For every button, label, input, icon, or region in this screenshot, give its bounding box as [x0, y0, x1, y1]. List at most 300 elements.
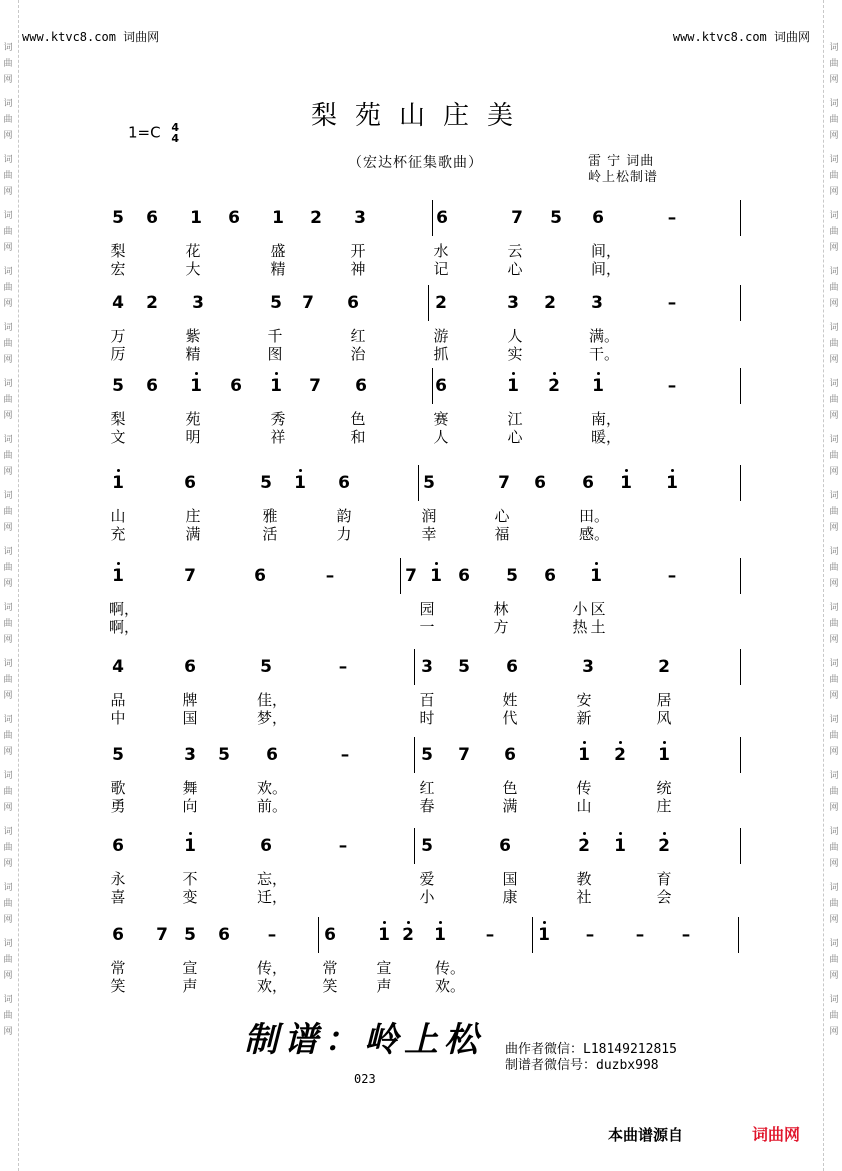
score-note: 2 — [658, 657, 670, 677]
edge-mark-char: 网 — [829, 859, 839, 869]
score-note: 1 — [666, 473, 678, 493]
score-note: 2 — [435, 293, 447, 313]
lyric-v2: 喜 — [110, 888, 126, 906]
lyric-v2: 欢。 — [435, 977, 466, 995]
lyric-v2: 代 — [502, 709, 518, 727]
lyric-v1: 牌 — [182, 691, 198, 709]
edge-mark-char: 词 — [829, 603, 839, 613]
lyric-v2: 暖， — [591, 428, 622, 446]
lyric-v1: 不 — [182, 870, 198, 888]
lyric-v2: 声 — [376, 977, 392, 995]
lyric-v2: 小 — [419, 888, 435, 906]
score-note: 6 — [184, 473, 196, 493]
edge-mark-char: 网 — [3, 635, 13, 645]
edge-mark-char: 曲 — [829, 675, 839, 685]
score-note: 6 — [436, 208, 448, 228]
lyric-v2: 山 — [576, 797, 592, 815]
edge-mark-char: 曲 — [829, 283, 839, 293]
edge-mark-char: 曲 — [3, 283, 13, 293]
barline — [318, 917, 319, 953]
score-note: 3 — [591, 293, 603, 313]
lyric-v2: 记 — [433, 260, 449, 278]
lyric-v1: 国 — [502, 870, 518, 888]
edge-mark-char: 词 — [829, 379, 839, 389]
lyric-v2: 图 — [267, 345, 283, 363]
score-note: 1 — [538, 925, 550, 945]
score-note: – — [635, 925, 645, 945]
lyric-v2: 春 — [419, 797, 435, 815]
lyric-v2: 明 — [185, 428, 201, 446]
lyric-v2: 充 — [110, 525, 126, 543]
edge-mark-char: 曲 — [829, 1011, 839, 1021]
score-note: 6 — [355, 376, 367, 396]
lyric-v2: 勇 — [110, 797, 126, 815]
lyric-v1: 传。 — [435, 959, 466, 977]
score-note: 7 — [405, 566, 417, 586]
score-note: 6 — [582, 473, 594, 493]
score-note: 6 — [499, 836, 511, 856]
edge-mark-char: 词 — [3, 715, 13, 725]
edge-mark-char: 曲 — [3, 115, 13, 125]
edge-mark-char: 词 — [3, 659, 13, 669]
edge-mark-char: 曲 — [3, 171, 13, 181]
edge-mark-char: 曲 — [3, 507, 13, 517]
score-note: 2 — [544, 293, 556, 313]
lyric-v2: 新 — [576, 709, 592, 727]
lyric-v2: 前。 — [257, 797, 288, 815]
score-note: 6 — [112, 836, 124, 856]
score-note: 2 — [578, 836, 590, 856]
score-note: 6 — [506, 657, 518, 677]
score-note: 2 — [146, 293, 158, 313]
lyric-v2: 梦， — [257, 709, 288, 727]
edge-mark-char: 网 — [829, 635, 839, 645]
score-note: 1 — [378, 925, 390, 945]
score-note: 7 — [511, 208, 523, 228]
lyric-v2: 实 — [507, 345, 523, 363]
lyric-v1: 云 — [507, 242, 523, 260]
lyric-v2: 方 — [493, 618, 509, 636]
lyric-v1: 佳， — [257, 691, 288, 709]
lyric-v2: 人 — [433, 428, 449, 446]
edge-mark-char: 词 — [829, 547, 839, 557]
score-note: 1 — [270, 376, 282, 396]
lyric-v2: 宏 — [110, 260, 126, 278]
lyric-v2: 一 — [419, 618, 435, 636]
edge-mark-char: 网 — [3, 691, 13, 701]
edge-mark-char: 曲 — [829, 339, 839, 349]
lyric-v1: 红 — [419, 779, 435, 797]
edge-mark-char: 网 — [3, 299, 13, 309]
score-note: 1 — [434, 925, 446, 945]
edge-mark-char: 网 — [3, 75, 13, 85]
score-note: – — [325, 566, 335, 586]
lyric-v2: 间， — [591, 260, 622, 278]
lyric-v1: 江 — [507, 410, 523, 428]
edge-mark-char: 网 — [3, 1027, 13, 1037]
edge-mark-char: 曲 — [829, 507, 839, 517]
edge-mark-char: 网 — [3, 747, 13, 757]
lyric-v1: 传， — [257, 959, 288, 977]
octave-up-dot — [299, 469, 302, 472]
barline — [428, 285, 429, 321]
edge-mark-char: 曲 — [3, 731, 13, 741]
lyric-v1: 统 — [656, 779, 672, 797]
lyric-v1: 歌 — [110, 779, 126, 797]
lyric-v1: 居 — [656, 691, 672, 709]
score-note: 1 — [614, 836, 626, 856]
edge-mark-char: 词 — [3, 827, 13, 837]
score-note: 6 — [146, 376, 158, 396]
lyric-v1: 韵 — [336, 507, 352, 525]
lyric-v2: 变 — [182, 888, 198, 906]
lyric-v2: 热 — [572, 618, 588, 636]
lyric-v1: 爱 — [419, 870, 435, 888]
lyric-v2: 时 — [419, 709, 435, 727]
score-note: 4 — [112, 293, 124, 313]
barline — [414, 649, 415, 685]
score-note: 5 — [550, 208, 562, 228]
score-note: 6 — [534, 473, 546, 493]
edge-mark-char: 词 — [829, 435, 839, 445]
barline — [740, 368, 741, 404]
edge-mark-char: 词 — [829, 883, 839, 893]
edge-mark-char: 曲 — [829, 227, 839, 237]
edge-mark-char: 词 — [3, 323, 13, 333]
edge-mark-char: 网 — [829, 411, 839, 421]
lyric-v1: 雅 — [262, 507, 278, 525]
lyric-v2: 抓 — [433, 345, 449, 363]
edge-mark-char: 曲 — [829, 843, 839, 853]
lyric-v2: 治 — [350, 345, 366, 363]
source-site-link[interactable]: 词曲网 — [752, 1125, 801, 1144]
score-note: 1 — [294, 473, 306, 493]
octave-up-dot — [625, 469, 628, 472]
edge-mark-char: 网 — [829, 747, 839, 757]
barline — [740, 285, 741, 321]
score-note: 1 — [190, 208, 202, 228]
lyric-v1: 人 — [507, 327, 523, 345]
song-title: 梨苑山庄美 — [310, 101, 531, 131]
score-note: 1 — [620, 473, 632, 493]
lyric-v1: 百 — [419, 691, 435, 709]
lyric-v1: 园 — [419, 600, 435, 618]
edge-mark-char: 网 — [829, 299, 839, 309]
score-note: 6 — [266, 745, 278, 765]
edge-mark-char: 网 — [829, 1027, 839, 1037]
lyric-v2: 大 — [185, 260, 201, 278]
edge-mark-char: 网 — [3, 411, 13, 421]
lyric-v1: 啊， — [109, 600, 140, 618]
edge-mark-char: 网 — [829, 523, 839, 533]
edge-mark-char: 词 — [3, 547, 13, 557]
edge-mark-char: 曲 — [829, 899, 839, 909]
edge-mark-char: 曲 — [3, 843, 13, 853]
score-note: – — [681, 925, 691, 945]
edge-mark-char: 网 — [829, 75, 839, 85]
edge-mark-char: 词 — [3, 267, 13, 277]
edge-mark-char: 词 — [3, 43, 13, 53]
arranger-signature: 制谱：岭上松 — [244, 1020, 484, 1060]
edge-mark-char: 曲 — [3, 59, 13, 69]
score-note: 3 — [582, 657, 594, 677]
barline — [740, 558, 741, 594]
lyric-v1: 满。 — [589, 327, 620, 345]
score-note: 5 — [506, 566, 518, 586]
lyric-v2: 满 — [502, 797, 518, 815]
barline — [740, 828, 741, 864]
lyric-v1: 常 — [322, 959, 338, 977]
lyric-v1: 教 — [576, 870, 592, 888]
barline — [418, 465, 419, 501]
edge-mark-char: 词 — [829, 715, 839, 725]
octave-up-dot — [595, 562, 598, 565]
score-note: 1 — [184, 836, 196, 856]
edge-mark-char: 词 — [3, 603, 13, 613]
arranger-wechat: 制谱者微信号：duzbx998 — [505, 1058, 659, 1073]
score-note: 6 — [230, 376, 242, 396]
lyric-v1: 欢。 — [257, 779, 288, 797]
edge-mark-char: 网 — [3, 579, 13, 589]
lyric-v1: 花 — [185, 242, 201, 260]
score-note: 1 — [507, 376, 519, 396]
edge-mark-char: 曲 — [3, 227, 13, 237]
lyric-v1: 舞 — [182, 779, 198, 797]
score-note: 5 — [184, 925, 196, 945]
lyric-v1: 千 — [267, 327, 283, 345]
edge-mark-char: 词 — [829, 659, 839, 669]
lyric-v1: 盛 — [270, 242, 286, 260]
score-note: 6 — [146, 208, 158, 228]
edge-mark-char: 词 — [829, 43, 839, 53]
score-note: 2 — [310, 208, 322, 228]
lyric-v1: 田。 — [579, 507, 610, 525]
edge-mark-char: 曲 — [829, 59, 839, 69]
octave-up-dot — [439, 921, 442, 924]
score-note: 6 — [184, 657, 196, 677]
lyric-v2: 会 — [656, 888, 672, 906]
octave-up-dot — [275, 372, 278, 375]
score-note: 5 — [260, 473, 272, 493]
lyric-v1: 水 — [433, 242, 449, 260]
octave-up-dot — [671, 469, 674, 472]
barline — [740, 737, 741, 773]
octave-up-dot — [583, 741, 586, 744]
edge-mark-char: 曲 — [3, 787, 13, 797]
score-note: 6 — [254, 566, 266, 586]
edge-mark-char: 网 — [829, 691, 839, 701]
barline — [400, 558, 401, 594]
lyric-v2: 迁， — [257, 888, 288, 906]
score-note: 5 — [270, 293, 282, 313]
edge-mark-char: 曲 — [829, 563, 839, 573]
edge-mark-char: 词 — [3, 379, 13, 389]
score-note: 7 — [309, 376, 321, 396]
edge-mark-char: 词 — [829, 491, 839, 501]
score-note: 6 — [544, 566, 556, 586]
lyric-v2: 和 — [350, 428, 366, 446]
octave-up-dot — [663, 741, 666, 744]
score-note: 6 — [324, 925, 336, 945]
edge-mark-char: 曲 — [829, 115, 839, 125]
lyric-v1: 间， — [591, 242, 622, 260]
score-note: 5 — [423, 473, 435, 493]
edge-mark-char: 词 — [3, 491, 13, 501]
score-note: – — [267, 925, 277, 945]
score-note: 2 — [402, 925, 414, 945]
edge-mark-char: 词 — [3, 155, 13, 165]
lyric-v2: 神 — [350, 260, 366, 278]
edge-mark-char: 词 — [829, 771, 839, 781]
score-note: 6 — [218, 925, 230, 945]
barline — [432, 200, 433, 236]
edge-mark-char: 词 — [3, 771, 13, 781]
lyric-v2: 心 — [507, 260, 523, 278]
lyric-v2: 祥 — [270, 428, 286, 446]
lyric-v1: 姓 — [502, 691, 518, 709]
lyric-v2: 感。 — [579, 525, 610, 543]
score-note: 3 — [507, 293, 519, 313]
lyric-v2: 幸 — [421, 525, 437, 543]
edge-mark-char: 词 — [829, 827, 839, 837]
edge-mark-char: 网 — [3, 915, 13, 925]
lyric-v1: 心 — [494, 507, 510, 525]
lyric-v1: 永 — [110, 870, 126, 888]
lyric-v1: 品 — [110, 691, 126, 709]
score-note: 5 — [421, 836, 433, 856]
lyric-v1: 梨 — [110, 410, 126, 428]
lyric-v1: 区 — [590, 600, 606, 618]
octave-up-dot — [435, 562, 438, 565]
score-note: 3 — [192, 293, 204, 313]
octave-up-dot — [117, 469, 120, 472]
lyric-v1: 山 — [110, 507, 126, 525]
lyric-v1: 万 — [110, 327, 126, 345]
lyric-v2: 心 — [507, 428, 523, 446]
octave-up-dot — [195, 372, 198, 375]
edge-mark-char: 网 — [829, 971, 839, 981]
edge-mark-char: 词 — [829, 995, 839, 1005]
lyric-v2: 啊， — [109, 618, 140, 636]
edge-mark-char: 曲 — [3, 955, 13, 965]
score-note: 5 — [218, 745, 230, 765]
lyric-v1: 苑 — [185, 410, 201, 428]
edge-mark-char: 曲 — [3, 899, 13, 909]
lyric-v1: 红 — [350, 327, 366, 345]
lyric-v2: 活 — [262, 525, 278, 543]
score-note: 1 — [592, 376, 604, 396]
edge-mark-char: 网 — [3, 131, 13, 141]
edge-mark-char: 词 — [3, 435, 13, 445]
lyric-v2: 厉 — [110, 345, 126, 363]
score-note: 5 — [112, 745, 124, 765]
lyric-v2: 国 — [182, 709, 198, 727]
barline — [740, 649, 741, 685]
lyric-v1: 游 — [433, 327, 449, 345]
edge-mark-char: 曲 — [829, 955, 839, 965]
edge-mark-char: 词 — [829, 939, 839, 949]
lyric-v1: 南， — [591, 410, 622, 428]
barline — [414, 828, 415, 864]
score-note: 6 — [112, 925, 124, 945]
source-label: 本曲谱源自 — [608, 1126, 684, 1144]
score-note: 6 — [260, 836, 272, 856]
edge-mark-char: 词 — [3, 211, 13, 221]
octave-up-dot — [583, 832, 586, 835]
edge-mark-char: 网 — [3, 859, 13, 869]
lyric-v1: 赛 — [433, 410, 449, 428]
score-note: – — [667, 208, 677, 228]
score-note: 6 — [592, 208, 604, 228]
octave-up-dot — [189, 832, 192, 835]
key-label: 1=C — [128, 123, 161, 142]
edge-mark-char: 曲 — [829, 787, 839, 797]
score-note: 6 — [435, 376, 447, 396]
lyric-v1: 宣 — [182, 959, 198, 977]
edge-mark-char: 曲 — [829, 171, 839, 181]
lyric-v2: 土 — [590, 618, 606, 636]
lyric-v1: 安 — [576, 691, 592, 709]
edge-mark-char: 曲 — [3, 563, 13, 573]
score-note: 4 — [112, 657, 124, 677]
octave-up-dot — [663, 832, 666, 835]
lyric-v1: 色 — [502, 779, 518, 797]
composer-wechat: 曲作者微信：L18149212815 — [505, 1042, 677, 1057]
edge-mark-char: 曲 — [3, 395, 13, 405]
edge-mark-char: 网 — [829, 915, 839, 925]
score-note: 5 — [260, 657, 272, 677]
lyric-v1: 常 — [110, 959, 126, 977]
edge-mark-char: 网 — [3, 971, 13, 981]
lyric-v1: 小 — [572, 600, 588, 618]
score-note: – — [340, 745, 350, 765]
lyric-v2: 社 — [576, 888, 592, 906]
score-note: 1 — [112, 473, 124, 493]
lyric-v2: 风 — [656, 709, 672, 727]
score-note: 5 — [112, 376, 124, 396]
edge-mark-char: 词 — [829, 267, 839, 277]
edge-mark-char: 词 — [829, 211, 839, 221]
edge-mark-char: 网 — [3, 523, 13, 533]
site-url-left[interactable]: www.ktvc8.com 词曲网 — [22, 30, 160, 44]
score-note: 2 — [548, 376, 560, 396]
lyric-v2: 福 — [494, 525, 510, 543]
lyric-v2: 声 — [182, 977, 198, 995]
score-note: – — [667, 566, 677, 586]
barline — [740, 200, 741, 236]
edge-mark-char: 网 — [829, 803, 839, 813]
lyric-v1: 紫 — [185, 327, 201, 345]
lyric-v1: 开 — [350, 242, 366, 260]
page-number: 023 — [354, 1072, 376, 1086]
barline — [738, 917, 739, 953]
site-url-right[interactable]: www.ktvc8.com 词曲网 — [672, 30, 810, 44]
song-subtitle: （宏达杯征集歌曲） — [348, 155, 483, 171]
edge-mark-char: 词 — [829, 99, 839, 109]
lyricist-composer-credit: 雷 宁 词曲 — [588, 154, 655, 169]
edge-mark-char: 网 — [829, 579, 839, 589]
lyric-v1: 育 — [656, 870, 672, 888]
score-note: 3 — [184, 745, 196, 765]
octave-up-dot — [597, 372, 600, 375]
lyric-v1: 梨 — [110, 242, 126, 260]
lyric-v2: 笑 — [110, 977, 126, 995]
edge-mark-char: 词 — [3, 995, 13, 1005]
edge-mark-char: 网 — [829, 243, 839, 253]
octave-up-dot — [619, 741, 622, 744]
score-note: 1 — [190, 376, 202, 396]
edge-mark-char: 曲 — [829, 451, 839, 461]
